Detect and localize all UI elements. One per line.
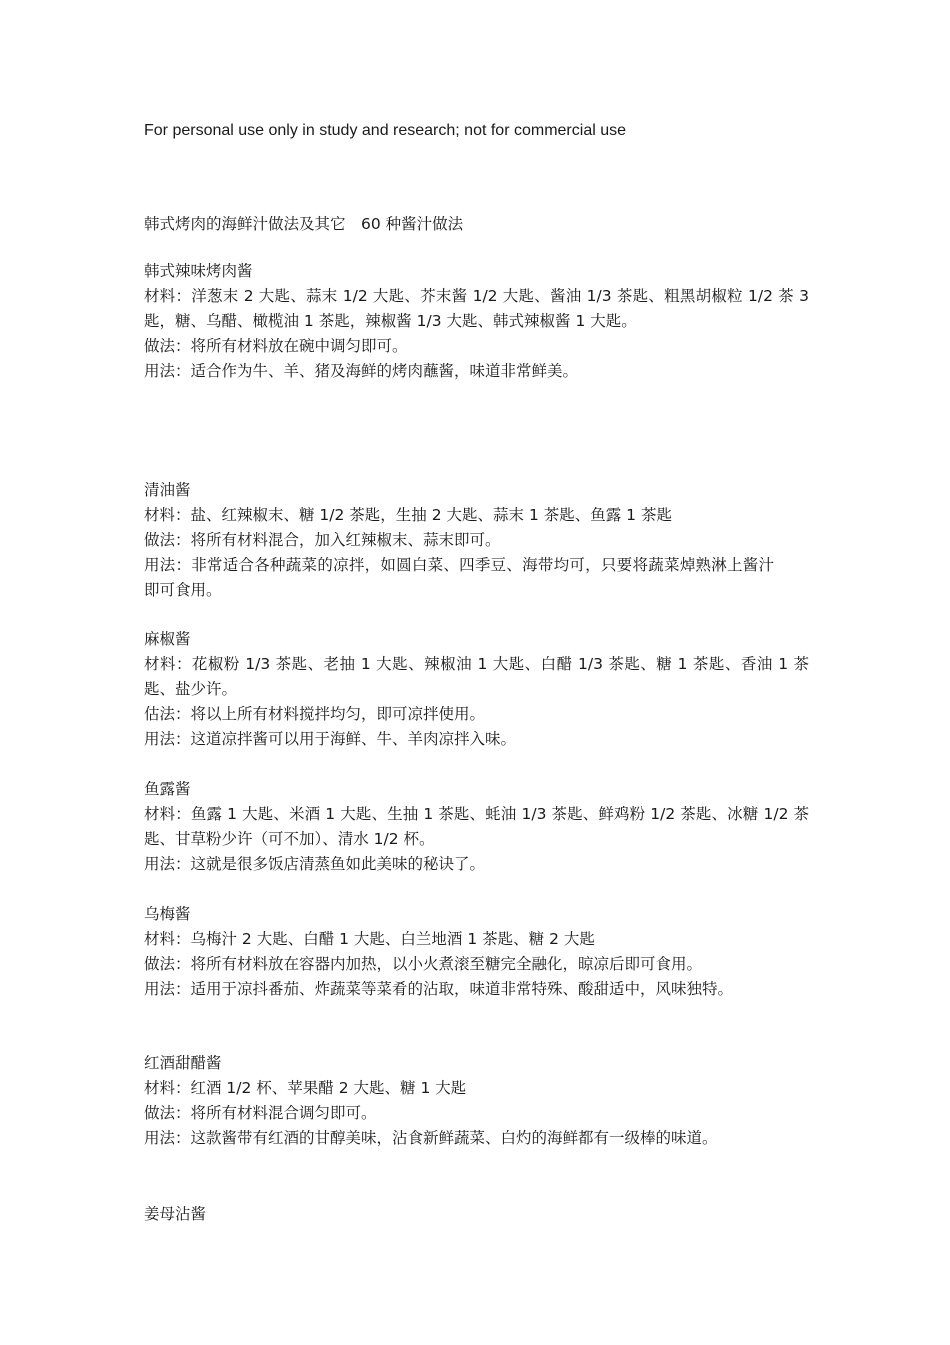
recipe-method: 做法：将所有材料混合调匀即可。: [144, 1104, 377, 1122]
recipe-method: 估法：将以上所有材料搅拌均匀，即可凉拌使用。: [144, 705, 486, 723]
recipe-method: 做法：将所有材料放在碗中调匀即可。: [144, 337, 408, 355]
recipe-usage: 用法：这款酱带有红酒的甘醇美味，沾食新鲜蔬菜、白灼的海鲜都有一级棒的味道。: [144, 1129, 718, 1147]
recipe-section-korean-spicy-bbq: [144, 259, 809, 384]
recipe-title: 乌梅酱: [144, 905, 191, 923]
recipe-title: 红酒甜醋酱: [144, 1054, 222, 1072]
recipe-title: 姜母沾酱: [144, 1205, 207, 1223]
recipe-usage: 用法：适用于凉抖番茄、炸蔬菜等菜肴的沾取，味道非常特殊、酸甜适中，风味独特。: [144, 980, 734, 998]
recipe-title: 韩式辣味烤肉酱: [144, 262, 253, 280]
recipe-ingredients: 材料：红酒 1/2 杯、苹果醋 2 大匙、糖 1 大匙: [144, 1079, 467, 1097]
disclaimer-text: For personal use only in study and research; not for commercial use: [144, 122, 627, 139]
recipe-section-fish-sauce: [144, 777, 809, 877]
recipe-method: 做法：将所有材料混合，加入红辣椒末、蒜末即可。: [144, 531, 501, 549]
recipe-ingredients: 材料：盐、红辣椒末、糖 1/2 茶匙，生抽 2 大匙、蒜末 1 茶匙、鱼露 1 茶匙: [144, 506, 672, 524]
recipe-usage: 用法：这道凉拌酱可以用于海鲜、牛、羊肉凉拌入味。: [144, 730, 517, 748]
recipe-usage: 用法：非常适合各种蔬菜的凉拌，如圆白菜、四季豆、海带均可，只要将蔬菜焯熟淋上酱汁即可食用。: [144, 556, 774, 599]
recipe-ingredients: 材料：鱼露 1 大匙、米酒 1 大匙、生抽 1 茶匙、蚝油 1/3 茶匙、鲜鸡粉 1/2 茶匙、冰糖 1/2 茶匙、甘草粉少许（可不加）、清水 1/2 杯。: [144, 805, 809, 848]
recipe-section-plum: [144, 902, 809, 1002]
recipe-usage: 用法：这就是很多饭店清蒸鱼如此美味的秘诀了。: [144, 855, 486, 873]
recipe-ingredients: 材料：乌梅汁 2 大匙、白醋 1 大匙、白兰地酒 1 茶匙、糖 2 大匙: [144, 930, 595, 948]
recipe-section-ginger-dip: [144, 1202, 809, 1227]
recipe-method: 做法：将所有材料放在容器内加热，以小火煮滚至糖完全融化，晾凉后即可食用。: [144, 955, 703, 973]
recipe-title: 鱼露酱: [144, 780, 191, 798]
recipe-title: 麻椒酱: [144, 630, 191, 648]
recipe-ingredients: 材料：洋葱末 2 大匙、蒜末 1/2 大匙、芥末酱 1/2 大匙、酱油 1/3 茶匙、粗黑胡椒粒 1/2 茶 3 匙，糖、乌醋、橄榄油 1 茶匙，辣椒酱 1/3 大匙、韩式辣椒酱 1 大匙。: [144, 287, 809, 330]
recipe-section-red-wine-vinegar: [144, 1051, 809, 1151]
recipe-ingredients: 材料：花椒粉 1/3 茶匙、老抽 1 大匙、辣椒油 1 大匙、白醋 1/3 茶匙、糖 1 茶匙、香油 1 茶匙、盐少许。: [144, 655, 809, 698]
recipe-usage: 用法：适合作为牛、羊、猪及海鲜的烤肉蘸酱，味道非常鲜美。: [144, 362, 579, 380]
recipe-title: 清油酱: [144, 481, 191, 499]
recipe-section-clear-oil: [144, 478, 809, 603]
recipe-section-mala: [144, 627, 809, 752]
document-title: 韩式烤肉的海鲜汁做法及其它 60 种酱汁做法: [144, 215, 464, 233]
